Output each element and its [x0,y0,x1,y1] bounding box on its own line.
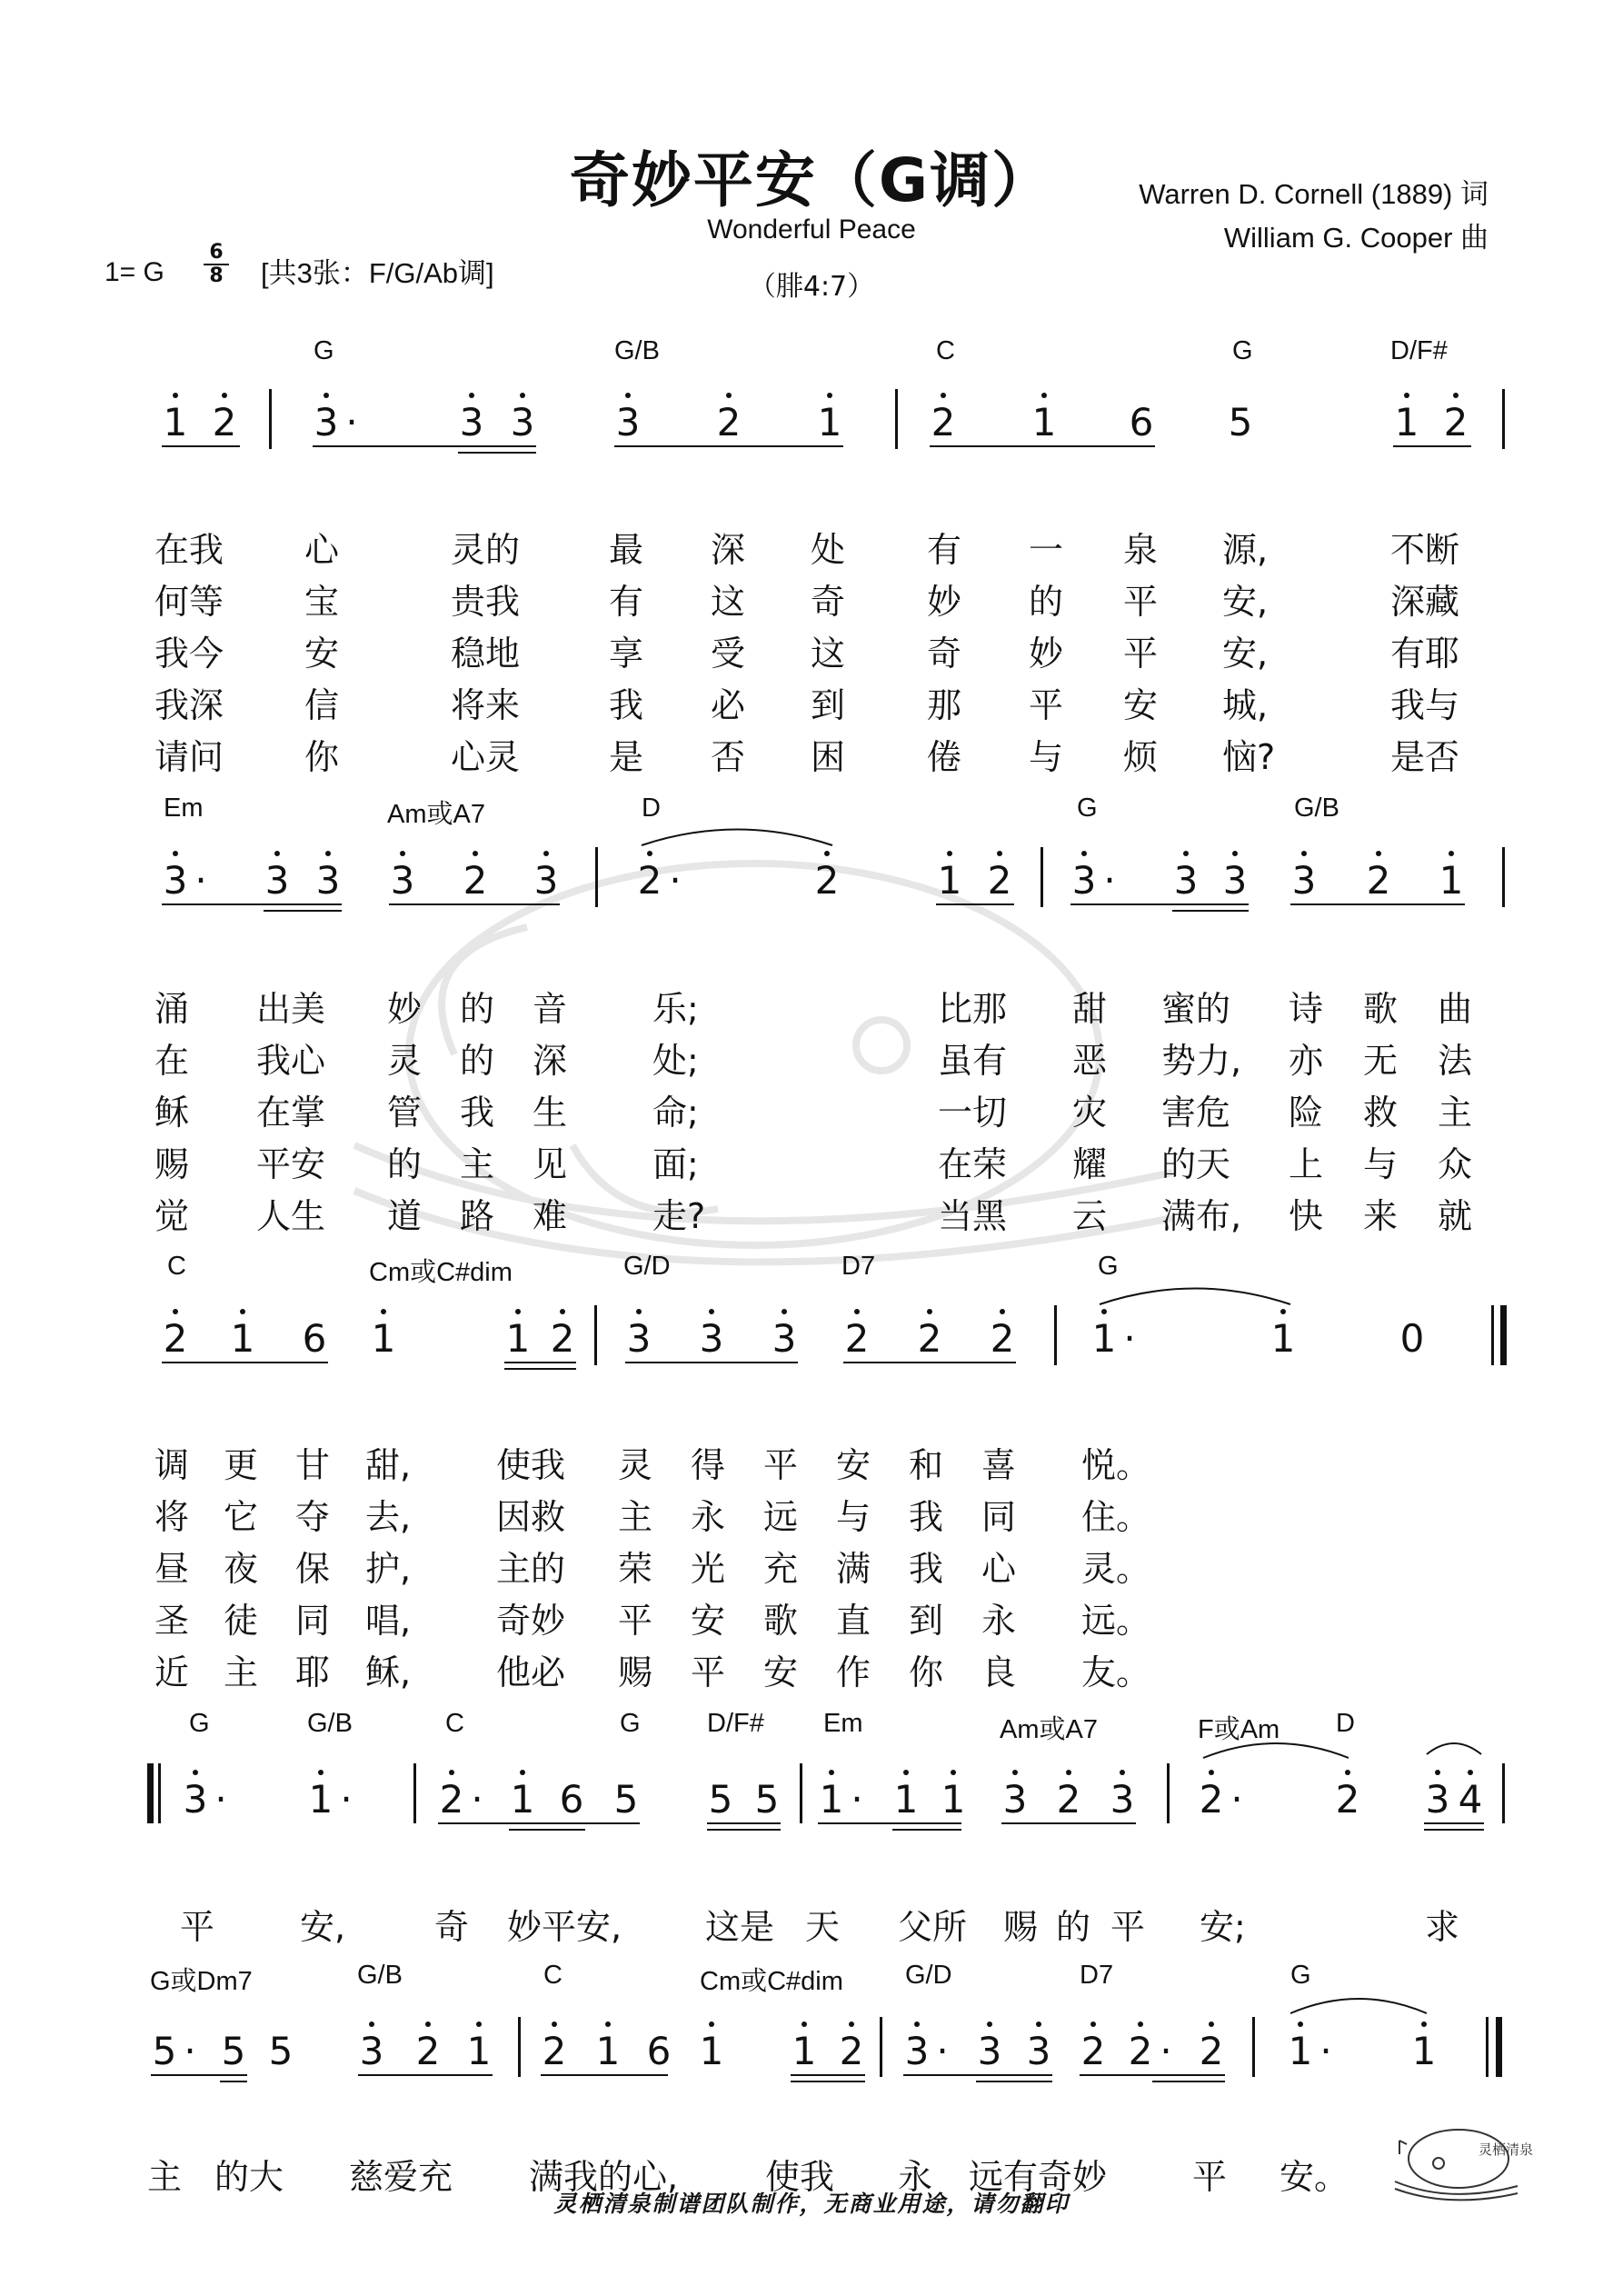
note: 1 [819,1777,844,1822]
chord: G [314,336,334,365]
note: 3 [533,858,559,903]
octave-dot [1435,1770,1440,1775]
barline [1491,1305,1494,1365]
beam [818,1822,961,1824]
note: 1 [595,2029,621,2073]
chorus-lyrics-2: 主 的大 慈爱充 满我的心, 使我 永 远有奇妙 平 安。 [147,2157,1349,2197]
note: 6 [1129,400,1154,444]
footer-notice: 灵栖清泉制谱团队制作，无商业用途，请勿翻印 [553,2191,1070,2217]
octave-dot [1404,393,1409,398]
note: 0 [1399,1316,1425,1361]
chord: G/D [623,1252,671,1281]
note: · [194,858,207,903]
beam [614,445,843,447]
note: · [471,1777,483,1822]
chord: Cm或C#dim [369,1258,513,1287]
beam [162,1362,328,1363]
note: 2 [637,858,662,903]
note: 3 [1425,1777,1450,1822]
chord: G/B [357,1961,403,1990]
lyrics-line: 赐 平安 的 主 见 面; 在荣 耀 的天 上 与 众 [154,1144,1473,1184]
note: · [936,2029,949,2073]
chord: G [620,1709,641,1738]
octave-dot [476,2021,482,2027]
key-signature: 1= G [105,257,164,287]
note: 2 [917,1316,942,1361]
beam [509,1829,585,1831]
octave-dot [1090,2021,1096,2027]
octave-dot [1012,1770,1018,1775]
note: 3 [183,1777,208,1822]
barline [1041,847,1043,907]
chord: G [1290,1961,1311,1990]
octave-dot [222,393,227,398]
barline [880,2017,882,2077]
chord: G/B [307,1709,353,1738]
note: · [1230,1777,1243,1822]
chord: Am或A7 [1000,1715,1098,1744]
octave-dot [520,393,525,398]
chord: G [1077,794,1098,823]
octave-dot [625,393,631,398]
beam [930,445,1155,447]
note: 1 [792,2029,817,2073]
octave-dot [173,851,178,856]
note: 3 [163,858,188,903]
note: 2 [814,858,840,903]
note: 1 [1091,1316,1117,1361]
octave-dot [1421,2021,1427,2027]
octave-dot [827,393,832,398]
octave-dot [1183,851,1189,856]
lyrics-line: 涌 出美 妙 的 音 乐; 比那 甜 蜜的 诗 歌 曲 [154,989,1473,1029]
octave-dot [543,851,549,856]
chord: G [1232,336,1253,365]
note: 2 [439,1777,464,1822]
beam [1424,1829,1484,1831]
note: 3 [1071,858,1097,903]
octave-dot [193,1770,198,1775]
time-signature [204,242,229,287]
beam [162,445,240,447]
note: 3 [1026,2029,1051,2073]
chord: G或Dm7 [150,1967,253,1996]
chord: D [1336,1709,1355,1738]
note: · [340,1777,353,1822]
song-title: 奇妙平安（G调） [569,145,1054,215]
octave-dot [1453,393,1459,398]
beam [903,2074,1052,2076]
beam [1290,903,1465,905]
note: 3 [1291,858,1317,903]
chord: G/B [614,336,660,365]
note: · [669,858,682,903]
note: · [184,2029,196,2073]
octave-dot [1036,2021,1041,2027]
chord: D/F# [1390,336,1448,365]
octave-dot [1066,1770,1071,1775]
octave-dot [1468,1770,1473,1775]
beam [791,2081,865,2082]
chord: C [167,1252,186,1281]
note: · [1123,1316,1136,1361]
note: 3 [314,400,339,444]
note: 1 [817,400,842,444]
note: · [1103,858,1116,903]
lyrics-line: 稣 在掌 管 我 生 命; 一切 灾 害危 险 救 主 [154,1093,1473,1133]
note: 1 [893,1777,919,1822]
octave-dot [274,851,280,856]
octave-dot [473,851,478,856]
chord: F或Am [1198,1715,1280,1744]
scripture-reference: （腓4:7） [748,271,875,303]
octave-dot [520,1770,525,1775]
tie [1100,1282,1290,1309]
octave-dot [325,851,331,856]
octave-dot [1301,851,1307,856]
note: 1 [1270,1316,1296,1361]
beam [1172,910,1249,912]
beam [458,452,536,454]
octave-dot [1298,2021,1303,2027]
note: 2 [1199,2029,1224,2073]
beam [1424,1822,1484,1824]
note: 4 [1458,1777,1483,1822]
note: 3 [977,2029,1002,2073]
note: 6 [646,2029,672,2073]
note: 3 [459,400,484,444]
note: · [1160,2029,1172,2073]
beam [438,1822,640,1824]
octave-dot [324,393,329,398]
note: · [1319,2029,1332,2073]
beam [1080,2074,1225,2076]
note: 1 [941,1777,966,1822]
barline [1502,389,1505,449]
chord: C [543,1961,563,1990]
octave-dot [1120,1770,1125,1775]
note: 3 [510,400,535,444]
note: 3 [315,858,341,903]
time-denominator: 8 [209,265,224,287]
note: 2 [1366,858,1391,903]
note: 2 [212,400,237,444]
barline [158,1763,161,1823]
barline [1167,1763,1170,1823]
note: · [851,1777,863,1822]
octave-dot [1232,851,1238,856]
octave-dot [782,1309,787,1314]
note: 2 [716,400,742,444]
note: 3 [1222,858,1248,903]
note: 2 [1056,1777,1081,1822]
chord: Em [164,794,204,823]
note: 1 [699,2029,724,2073]
note: 2 [1128,2029,1153,2073]
beam [625,1362,798,1363]
time-numerator: 6 [204,242,229,265]
note: 5 [152,2029,177,2073]
tie [1290,1993,1427,2017]
note: 5 [268,2029,294,2073]
chord: G/B [1294,794,1339,823]
octave-dot [381,1309,386,1314]
beam [504,1362,576,1363]
barline [269,389,272,449]
lyrics-line: 在 我心 灵 的 深 处; 虽有 恶 势力, 亦 无 法 [154,1041,1473,1081]
octave-dot [914,2021,920,2027]
octave-dot [425,2021,431,2027]
note: 6 [559,1777,584,1822]
note: 3 [390,858,415,903]
beam [1070,903,1249,905]
octave-dot [947,851,952,856]
note: 3 [1110,1777,1135,1822]
composer-credit: William G. Cooper 曲 [1223,222,1489,254]
octave-dot [560,1309,565,1314]
note: 3 [1173,858,1199,903]
note: 2 [987,858,1012,903]
note: 5 [1228,400,1253,444]
octave-dot [927,1309,932,1314]
lyrics-line: 觉 人生 道 路 难 走? 当黑 云 满布, 快 来 就 [154,1196,1473,1236]
note: 2 [1080,2029,1106,2073]
octave-dot [369,2021,374,2027]
octave-dot [1449,851,1454,856]
note: 1 [308,1777,334,1822]
octave-dot [173,1309,178,1314]
octave-dot [829,1770,834,1775]
note: 3 [626,1316,652,1361]
octave-dot [903,1770,909,1775]
note: 1 [163,400,188,444]
logo-text: 灵栖清泉 [1479,2141,1534,2158]
note: 1 [466,2029,492,2073]
lyrics-line: 将 它 夺 去, 因救 主 永 远 与 我 同 住。 [154,1497,1151,1537]
octave-dot [824,851,830,856]
beam [1393,445,1471,447]
note: 3 [1002,1777,1028,1822]
octave-dot [709,1309,714,1314]
octave-dot [1209,2021,1214,2027]
octave-dot [552,2021,557,2027]
octave-dot [647,851,652,856]
octave-dot [605,2021,611,2027]
note: 5 [708,1777,733,1822]
note: 2 [1335,1777,1360,1822]
lyrics-line: 调 更 甘 甜, 使我 灵 得 平 安 和 喜 悦。 [154,1445,1151,1485]
octave-dot [469,393,474,398]
chord: C [445,1709,464,1738]
lyrics-line: 何等 宝 贵我 有 这 奇 妙 的 平 安, 深藏 [154,582,1460,622]
barline [595,847,598,907]
octave-dot [726,393,732,398]
tie [1203,1738,1349,1762]
octave-dot [709,2021,714,2027]
english-subtitle: Wonderful Peace [707,215,916,245]
sheet-variants-note: [共3张：F/G/Ab调] [261,257,494,289]
note: 3 [615,400,641,444]
note: 2 [990,1316,1015,1361]
chord: D/F# [707,1709,764,1738]
octave-dot [1081,851,1087,856]
beam [264,910,342,912]
beam [843,1362,1016,1363]
note: 1 [1031,400,1057,444]
note: 1 [1439,858,1464,903]
chord: G [1098,1252,1119,1281]
beam [389,903,560,905]
chord: Em [823,1709,863,1738]
chorus-lyrics-1: 平 安, 奇 妙平安, 这是 天 父所 赐 的 平 安; 求 [180,1907,1460,1947]
octave-dot [400,851,405,856]
barline [518,2017,521,2077]
barline [413,1763,416,1823]
lyrics-line: 圣 徒 同 唱, 奇妙 平 安 歌 直 到 永 远。 [154,1601,1151,1641]
barline [594,1305,597,1365]
note: 1 [937,858,962,903]
note: 5 [221,2029,246,2073]
note: 1 [1394,400,1419,444]
final-barline [1496,2017,1502,2077]
note: 2 [163,1316,188,1361]
octave-dot [515,1309,521,1314]
note: 1 [505,1316,531,1361]
tie [642,823,832,850]
barline [1502,1763,1505,1823]
note: 1 [510,1777,535,1822]
lyrics-line: 我深 信 将来 我 必 到 那 平 安 城, 我与 [154,685,1460,725]
note: 5 [613,1777,639,1822]
barline [1054,1305,1057,1365]
chord: D7 [1080,1961,1114,1990]
chord: D7 [841,1252,876,1281]
octave-dot [1209,1770,1214,1775]
octave-dot [997,851,1002,856]
note: 3 [772,1316,797,1361]
lyrics-line: 近 主 耶 稣, 他必 赐 平 安 作 你 良 友。 [154,1652,1151,1692]
note: 3 [904,2029,930,2073]
chord: G/D [905,1961,952,1990]
beam [220,2081,247,2082]
note: 2 [542,2029,567,2073]
beam [707,1829,781,1831]
tie [1427,1738,1481,1756]
note: · [345,400,358,444]
chord: C [936,336,955,365]
barline [895,389,898,449]
octave-dot [318,1770,324,1775]
beam [1152,2081,1225,2082]
note: 1 [1411,2029,1437,2073]
beam [358,2074,493,2076]
barline [1252,2017,1255,2077]
note: 2 [1443,400,1469,444]
barline [1486,2017,1489,2077]
octave-dot [941,393,946,398]
beam [162,903,342,905]
octave-dot [1376,851,1381,856]
octave-dot [449,1770,454,1775]
note: 3 [699,1316,724,1361]
chord: Am或A7 [387,800,485,829]
octave-dot [849,2021,854,2027]
octave-dot [951,1770,956,1775]
lyrics-line: 我今 安 稳地 享 受 这 奇 妙 平 安, 有耶 [154,634,1460,674]
chord: Cm或C#dim [700,1967,843,1996]
lyrics-line: 在我 心 灵的 最 深 处 有 一 泉 源, 不断 [154,530,1460,570]
octave-dot [1345,1770,1350,1775]
note: 2 [1199,1777,1224,1822]
note: 1 [1288,2029,1313,2073]
barline [1502,847,1505,907]
octave-dot [1041,393,1047,398]
beam [791,2074,865,2076]
note: 2 [550,1316,575,1361]
beam [151,2074,247,2076]
start-barline [147,1763,154,1823]
note: 1 [371,1316,396,1361]
note: 1 [230,1316,255,1361]
octave-dot [1138,2021,1143,2027]
lyrics-line: 昼 夜 保 护, 主的 荣 光 充 满 我 心 灵。 [154,1549,1151,1589]
note: 6 [302,1316,327,1361]
note: 2 [415,2029,441,2073]
lyrics-line: 请问 你 心灵 是 否 困 倦 与 烦 恼? 是否 [154,737,1460,777]
final-barline [1500,1305,1507,1365]
beam [541,2074,668,2076]
octave-dot [636,1309,642,1314]
lyricist-credit: Warren D. Cornell (1889) 词 [1139,178,1489,210]
note: 3 [359,2029,384,2073]
beam [892,1829,961,1831]
note: 2 [463,858,488,903]
octave-dot [1280,1309,1286,1314]
note: · [214,1777,227,1822]
note: 2 [839,2029,864,2073]
octave-dot [1101,1309,1107,1314]
beam [504,1368,576,1370]
beam [707,1822,781,1824]
note: 2 [931,400,956,444]
note: 3 [264,858,290,903]
octave-dot [854,1309,860,1314]
barline [800,1763,802,1823]
beam [313,445,536,447]
octave-dot [240,1309,245,1314]
octave-dot [802,2021,807,2027]
octave-dot [987,2021,992,2027]
beam [1001,1822,1136,1824]
note: 2 [844,1316,870,1361]
chord: G [189,1709,210,1738]
octave-dot [173,393,178,398]
beam [936,903,1014,905]
octave-dot [1000,1309,1005,1314]
chord: D [642,794,661,823]
note: 5 [754,1777,780,1822]
beam [976,2081,1052,2082]
lamb-logo-icon [1386,2118,1534,2209]
